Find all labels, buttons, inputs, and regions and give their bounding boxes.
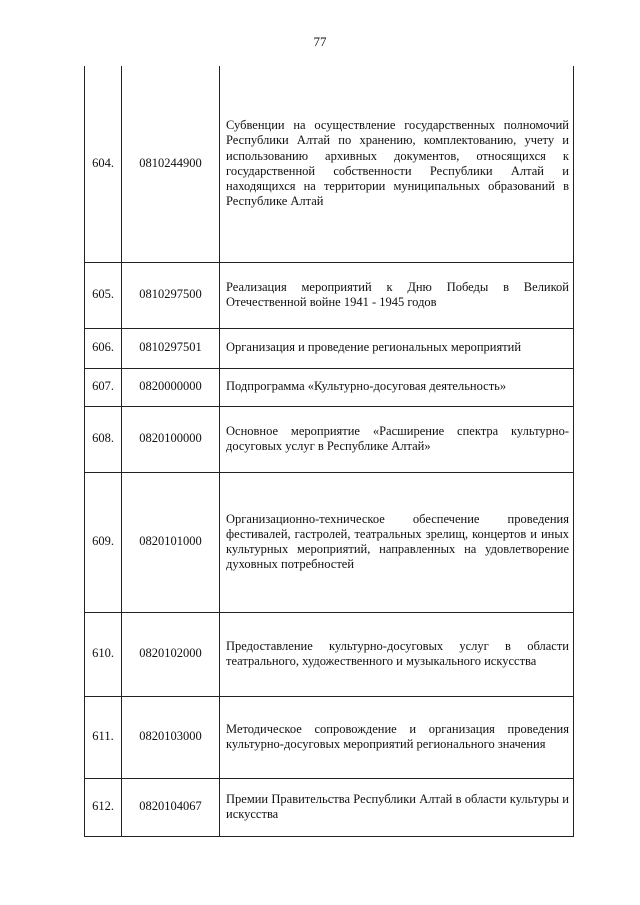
row-name: Реализация мероприятий к Дню Победы в Великой Отечественной войне 1941 - 1945 годов [220, 262, 574, 328]
row-number: 608. [85, 406, 122, 472]
table-row [85, 66, 574, 262]
table-row [85, 328, 574, 368]
row-name: Организационно-техническое обеспечение проведения фестивалей, гастролей, театральных зрелищ, концертов и иных культурных мероприятий, направленных на удовлетворение духовных потребностей [220, 472, 574, 612]
row-name: Предоставление культурно-досуговых услуг в области театрального, художественного и музыкального искусства [220, 612, 574, 696]
row-name: Методическое сопровождение и организация проведения культурно-досуговых мероприятий регионального значения [220, 696, 574, 778]
row-name: Субвенции на осуществление государственных полномочий Республики Алтай по хранению, комплектованию, учету и использованию архивных документов, относящихся к государственной собственности Республики Алтай и находящихся на территории муниципальных образований в Республике Алтай [220, 66, 574, 262]
table-row [85, 472, 574, 612]
page-number: 77 [313, 34, 327, 49]
row-code: 0810244900 [122, 66, 220, 262]
table-row [85, 406, 574, 472]
table-row [85, 778, 574, 836]
row-code: 0820000000 [122, 368, 220, 406]
row-number: 610. [85, 612, 122, 696]
registry-table [84, 66, 574, 837]
row-number: 611. [85, 696, 122, 778]
row-number: 605. [85, 262, 122, 328]
row-number: 612. [85, 778, 122, 836]
row-name: Подпрограмма «Культурно-досуговая деятельность» [220, 368, 574, 406]
row-name: Организация и проведение региональных мероприятий [220, 328, 574, 368]
row-name: Премии Правительства Республики Алтай в области культуры и искусства [220, 778, 574, 836]
row-number: 606. [85, 328, 122, 368]
table-row [85, 262, 574, 328]
row-code: 0810297501 [122, 328, 220, 368]
row-code: 0820103000 [122, 696, 220, 778]
table-row [85, 612, 574, 696]
row-code: 0820101000 [122, 472, 220, 612]
row-name: Основное мероприятие «Расширение спектра культурно-досуговых услуг в Республике Алтай» [220, 406, 574, 472]
row-code: 0820102000 [122, 612, 220, 696]
row-code: 0820100000 [122, 406, 220, 472]
row-code: 0820104067 [122, 778, 220, 836]
table-row [85, 696, 574, 778]
row-number: 604. [85, 66, 122, 262]
row-number: 609. [85, 472, 122, 612]
table-row [85, 368, 574, 406]
row-number: 607. [85, 368, 122, 406]
row-code: 0810297500 [122, 262, 220, 328]
